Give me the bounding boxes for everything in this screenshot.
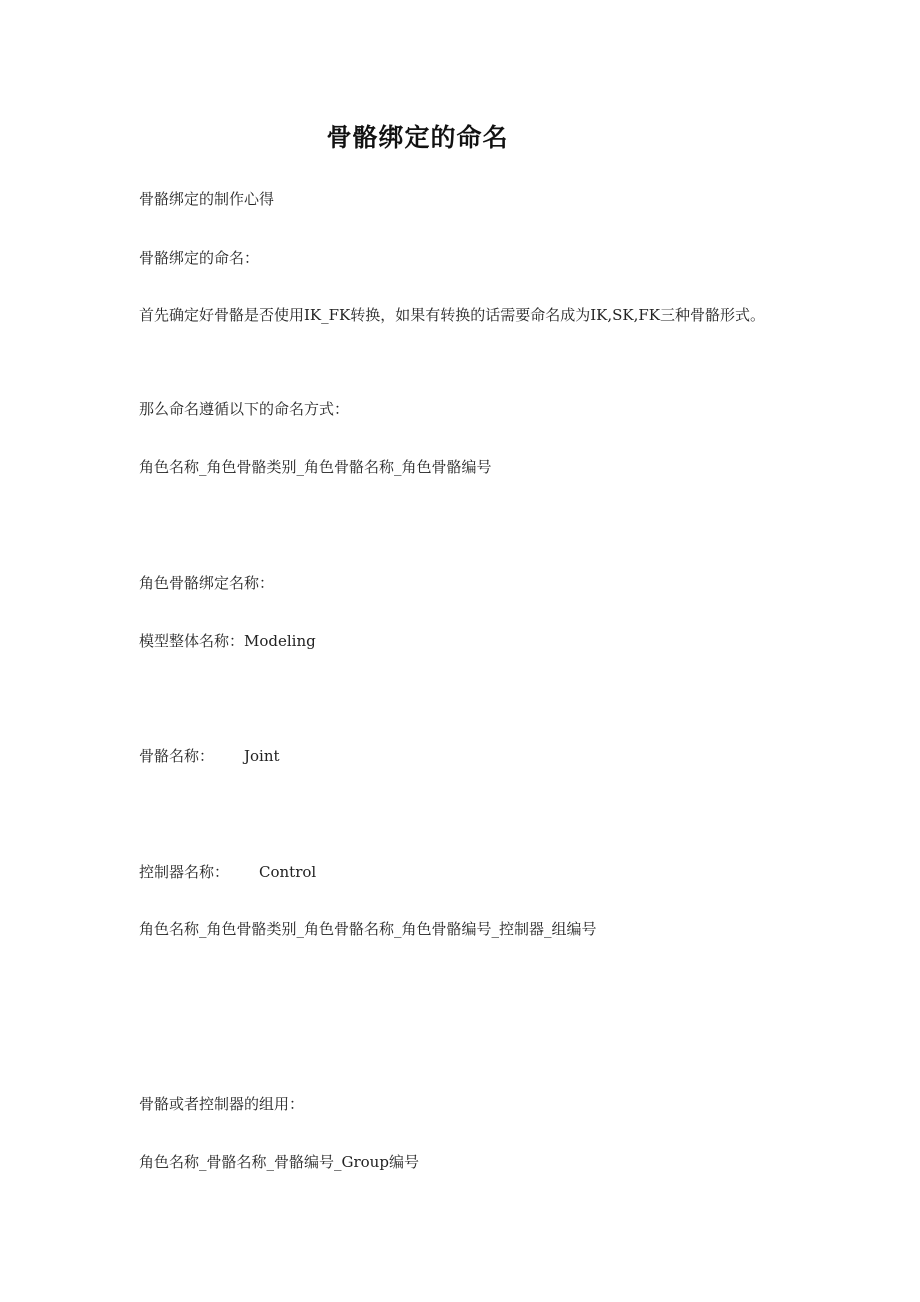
document-title — [0, 118, 920, 154]
paragraph-naming-rule-intro: 那么命名遵循以下的命名方式： — [139, 400, 350, 418]
paragraph-control-name — [139, 862, 316, 882]
control-name-label: 控制器名称： — [139, 863, 230, 881]
joint-name-value: Joint — [244, 747, 280, 765]
paragraph-group-pattern: 角色名称_骨骼名称_骨骼编号_Group编号 — [139, 1153, 419, 1171]
paragraph-ik-fk-intro: 首先确定好骨骼是否使用IK_FK转换，如果有转换的话需要命名成为IK,SK,FK三种骨骼形式。 — [139, 306, 766, 324]
paragraph-naming-pattern: 角色名称_角色骨骼类别_角色骨骼名称_角色骨骼编号 — [139, 458, 492, 476]
control-name-value: Control — [259, 863, 317, 881]
joint-name-label: 骨骼名称： — [139, 747, 215, 765]
paragraph-group-heading: 骨骼或者控制器的组用： — [139, 1095, 305, 1113]
paragraph-subtitle: 骨骼绑定的制作心得 — [139, 190, 275, 208]
paragraph-naming-heading: 骨骼绑定的命名： — [139, 249, 260, 267]
paragraph-rig-names-heading: 角色骨骼绑定名称： — [139, 574, 275, 592]
paragraph-model-name: 模型整体名称：Modeling — [139, 632, 316, 650]
paragraph-joint-name — [139, 746, 280, 766]
paragraph-control-pattern: 角色名称_角色骨骼类别_角色骨骼名称_角色骨骼编号_控制器_组编号 — [139, 920, 597, 938]
document-title-text: 骨骼绑定的命名 — [326, 123, 509, 152]
